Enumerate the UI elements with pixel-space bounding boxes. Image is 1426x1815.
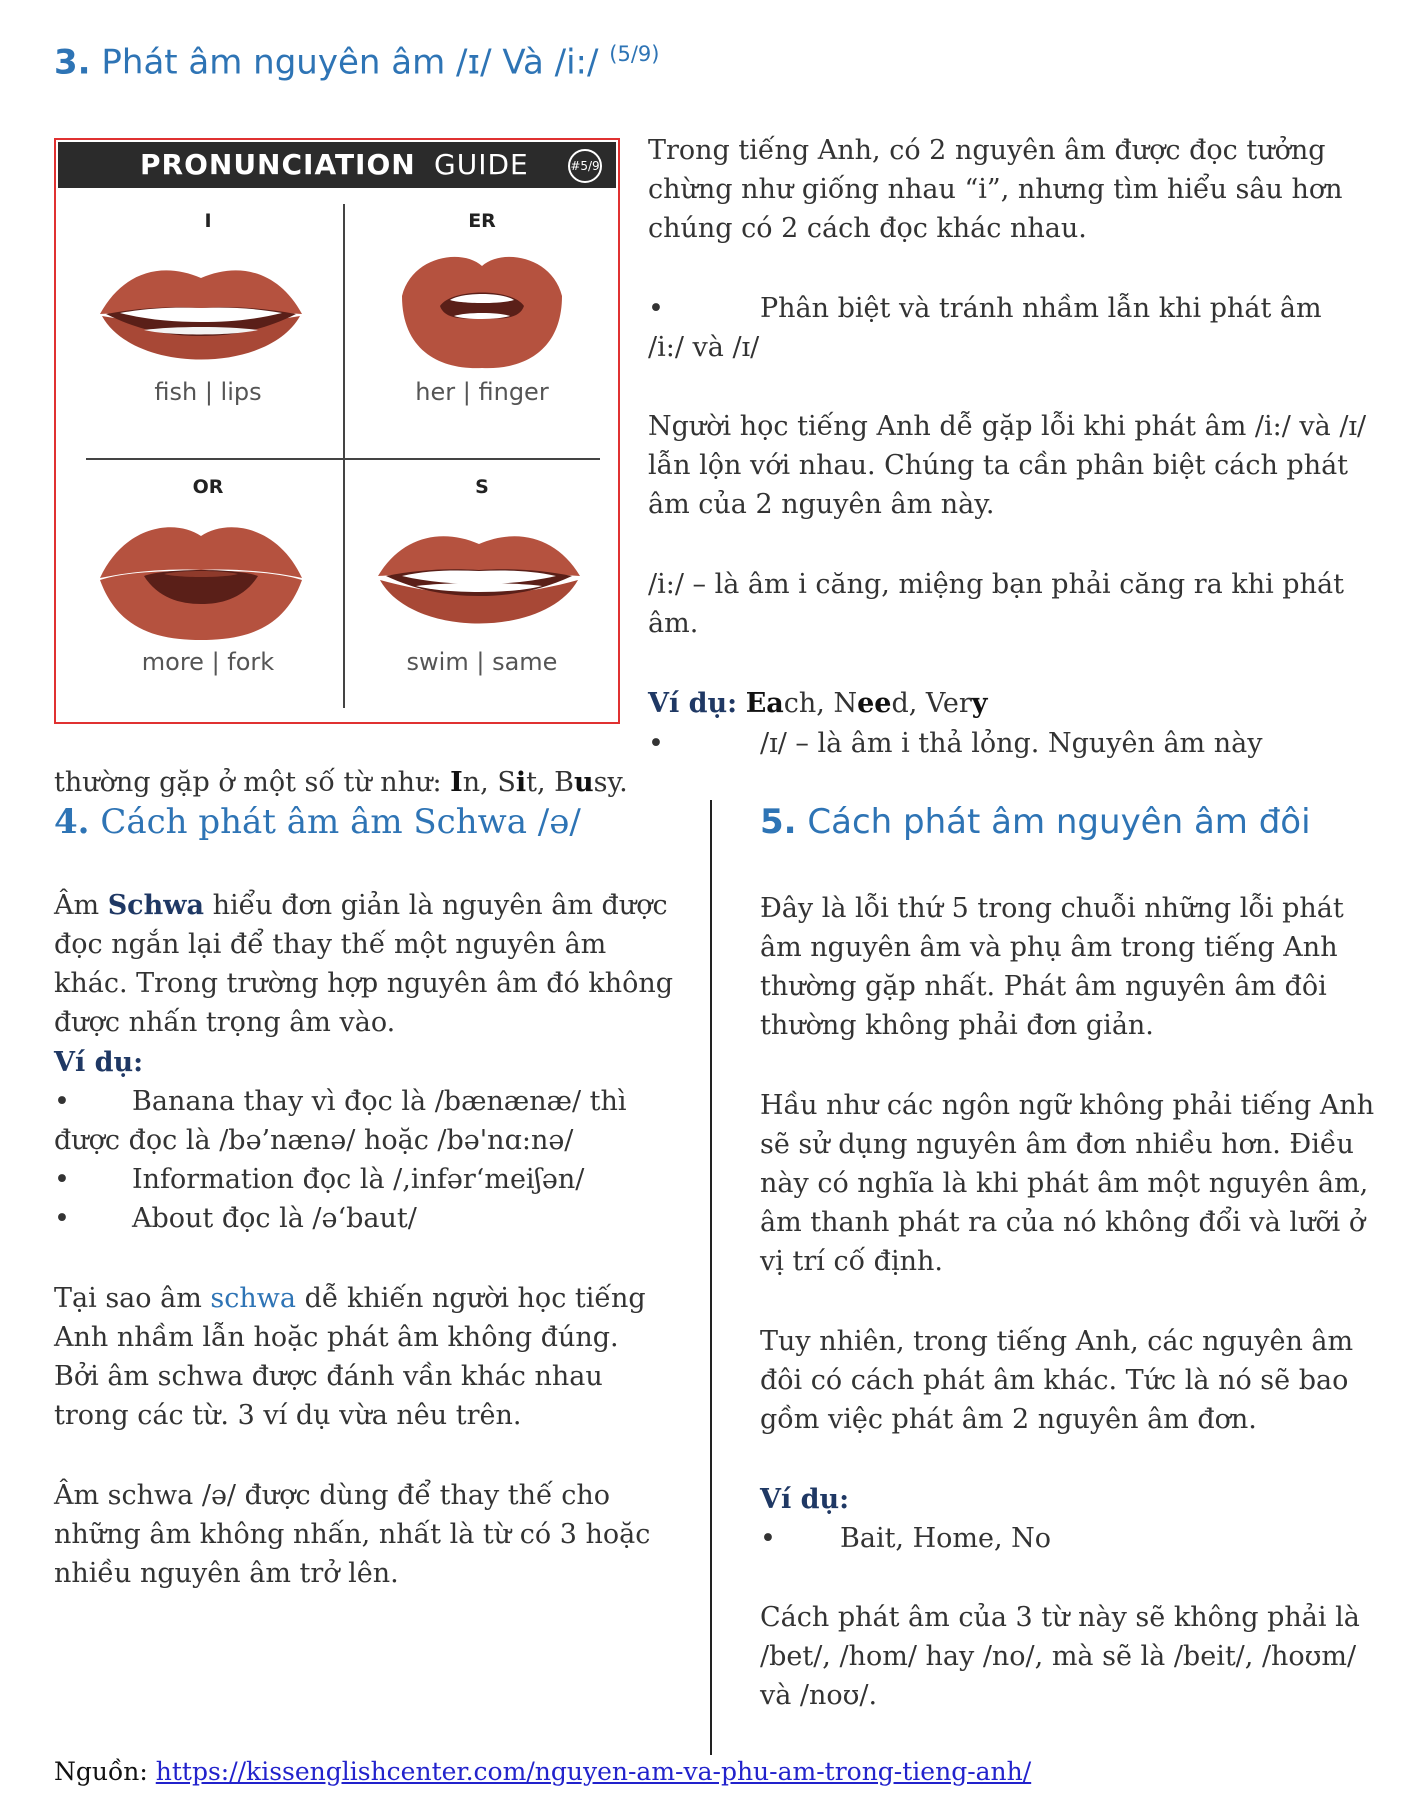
section4-p3: Âm schwa /ə/ được dùng để thay thế cho những âm không nhấn, nhất là từ có 3 hoặc nhiều nguyên âm trở lên. (54, 1480, 651, 1589)
ex-need-bold: ee (857, 688, 892, 719)
section5-number: 5. (760, 802, 797, 842)
bullet-dot: • (760, 1523, 776, 1554)
bullet1-line-b: /i:/ và /ɪ/ (648, 332, 760, 363)
section4-p2-blue: schwa (210, 1283, 296, 1314)
section4-p2-post: dễ khiến người học tiếng Anh nhầm lẫn hoặc phát âm không đúng. Bởi âm schwa được đánh vần khác nhau trong các từ. 3 ví dụ vừa nêu trên. (54, 1283, 646, 1431)
section4-bullets (54, 1082, 694, 1238)
section3-p2: Người học tiếng Anh dễ gặp lỗi khi phát âm /i:/ và /ɪ/ lẫn lộn với nhau. Chúng ta cần phân biệt cách phát âm của 2 nguyên âm này. (648, 411, 1367, 520)
guide-badge: #5/9 (568, 149, 602, 183)
bullet2-line-a: /ɪ/ – là âm i thả lỏng. Nguyên âm này (760, 728, 1263, 759)
bullet-text: Bait, Home, No (840, 1523, 1052, 1554)
bullet-dot: • (648, 728, 664, 759)
section5-p2: Hầu như các ngôn ngữ không phải tiếng Anh sẽ sử dụng nguyên âm đơn nhiều hơn. Điều này có nghĩa là khi phát âm một nguyên âm, âm thanh phát ra của nó không đổi và lưỡi ở vị trí cố định. (760, 1090, 1375, 1277)
guide-title-band (58, 142, 616, 188)
guide-cell-label-i: I (204, 210, 212, 232)
guide-title-bold: PRONUNCIATION (140, 148, 416, 181)
ex-in-bold: I (450, 767, 463, 798)
section3-superscript: (5/9) (609, 42, 660, 66)
ex-need-rest: d, Ver (891, 688, 972, 719)
column-divider (710, 800, 712, 1755)
guide-cell-words-s: swim | same (406, 648, 558, 676)
guide-cell-words-i: fish | lips (154, 378, 262, 406)
section4-p1-bold: Schwa (107, 890, 204, 921)
ex-sit-rest: t, B (526, 767, 574, 798)
source-label: Nguồn: (54, 1757, 156, 1786)
section4-number: 4. (54, 802, 90, 842)
ex-each-rest: ch, N (783, 688, 858, 719)
section4-heading (54, 802, 581, 842)
list-item (760, 1519, 1380, 1558)
section3-intro: Trong tiếng Anh, có 2 nguyên âm được đọc tưởng chừng như giống nhau “i”, nhưng tìm hiểu sâu hơn chúng có 2 cách đọc khác nhau. (648, 135, 1343, 244)
pronunciation-guide-image (54, 138, 620, 724)
lips-er-icon (392, 244, 572, 374)
lips-or-icon (94, 512, 308, 642)
list-item (54, 1199, 694, 1238)
section3-bullet2-continuation (54, 763, 628, 802)
ex-very-bold: y (971, 688, 988, 719)
section4-title: Cách phát âm âm Schwa /ə/ (100, 802, 581, 842)
source-line (54, 1757, 1031, 1786)
list-item (54, 1082, 694, 1121)
section3-title: Phát âm nguyên âm /ɪ/ Và /i:/ (101, 42, 599, 83)
guide-cell-words-or: more | fork (141, 648, 275, 676)
bullet-dot: • (54, 1164, 70, 1195)
guide-cell-label-or: OR (192, 476, 224, 498)
ex-each-bold: Ea (745, 688, 784, 719)
list-item (54, 1160, 694, 1199)
section4-p1 (54, 886, 674, 1042)
lips-s-icon (372, 518, 586, 642)
guide-cell-words-er: her | finger (415, 378, 549, 406)
bullet-text-a: About đọc là /ə‘baut/ (132, 1203, 417, 1234)
section3-bullet1 (648, 289, 1370, 367)
lips-i-icon (94, 252, 308, 376)
bullet-dot: • (54, 1203, 70, 1234)
section5-vidu-label: Ví dụ: (760, 1484, 850, 1515)
section3-number: 3. (54, 42, 91, 83)
section5-title: Cách phát âm nguyên âm đôi (807, 802, 1311, 842)
guide-cell-label-er: ER (468, 210, 496, 232)
bullet-text-a: Information đọc là /,infər‘meiʃən/ (132, 1164, 585, 1195)
ex-sit-bold: i (515, 767, 527, 798)
section3-bullet2 (648, 724, 1370, 763)
source-link[interactable]: https://kissenglishcenter.com/nguyen-am-va-phu-am-trong-tieng-anh/ (155, 1757, 1032, 1786)
section4-p2 (54, 1279, 664, 1435)
section3-examples (648, 684, 988, 723)
guide-title-light: GUIDE (434, 148, 529, 181)
guide-cell-label-s: S (475, 476, 489, 498)
section5-p1: Đây là lỗi thứ 5 trong chuỗi những lỗi phát âm nguyên âm và phụ âm trong tiếng Anh thường gặp nhất. Phát âm nguyên âm đôi thường không phải đơn giản. (760, 893, 1344, 1041)
section4-vidu-label: Ví dụ: (54, 1047, 144, 1078)
section3-p3: /i:/ – là âm i căng, miệng bạn phải căng ra khi phát âm. (648, 569, 1344, 639)
bullet-text-b: được đọc là /bə’nænə/ hoặc /bə'nɑ:nə/ (54, 1125, 574, 1156)
section5-bullet (760, 1519, 1380, 1558)
guide-vertical-divider (343, 204, 345, 708)
section3-vidu-label: Ví dụ: (648, 688, 738, 719)
section5-heading (760, 802, 1311, 842)
bullet-text-a: Banana thay vì đọc là /bænænæ/ thì (132, 1086, 627, 1117)
section5-p4: Cách phát âm của 3 từ này sẽ không phải là /bet/, /hom/ hay /no/, mà sẽ là /beit/, /hoʊm/ và /noʊ/. (760, 1602, 1360, 1711)
bullet1-line-a: Phân biệt và tránh nhầm lẫn khi phát âm (760, 293, 1322, 324)
guide-horizontal-divider (86, 458, 600, 460)
ex-busy-rest: sy. (593, 767, 628, 798)
ex-in-rest: n, S (462, 767, 516, 798)
ex-busy-bold: u (573, 767, 594, 798)
bullet2-line-b: thường gặp ở một số từ như: (54, 767, 451, 798)
section4-p1-pre: Âm (54, 890, 108, 921)
section4-p1-post: hiểu đơn giản là nguyên âm được đọc ngắn lại để thay thế một nguyên âm khác. Trong trường hợp nguyên âm đó không được nhấn trọng âm vào. (54, 890, 674, 1038)
section4-p2-pre: Tại sao âm (54, 1283, 211, 1314)
section3-heading (54, 42, 659, 82)
section5-p3: Tuy nhiên, trong tiếng Anh, các nguyên âm đôi có cách phát âm khác. Tức là nó sẽ bao gồm việc phát âm 2 nguyên âm đơn. (760, 1326, 1354, 1435)
bullet-dot: • (648, 293, 664, 324)
bullet-dot: • (54, 1086, 70, 1117)
